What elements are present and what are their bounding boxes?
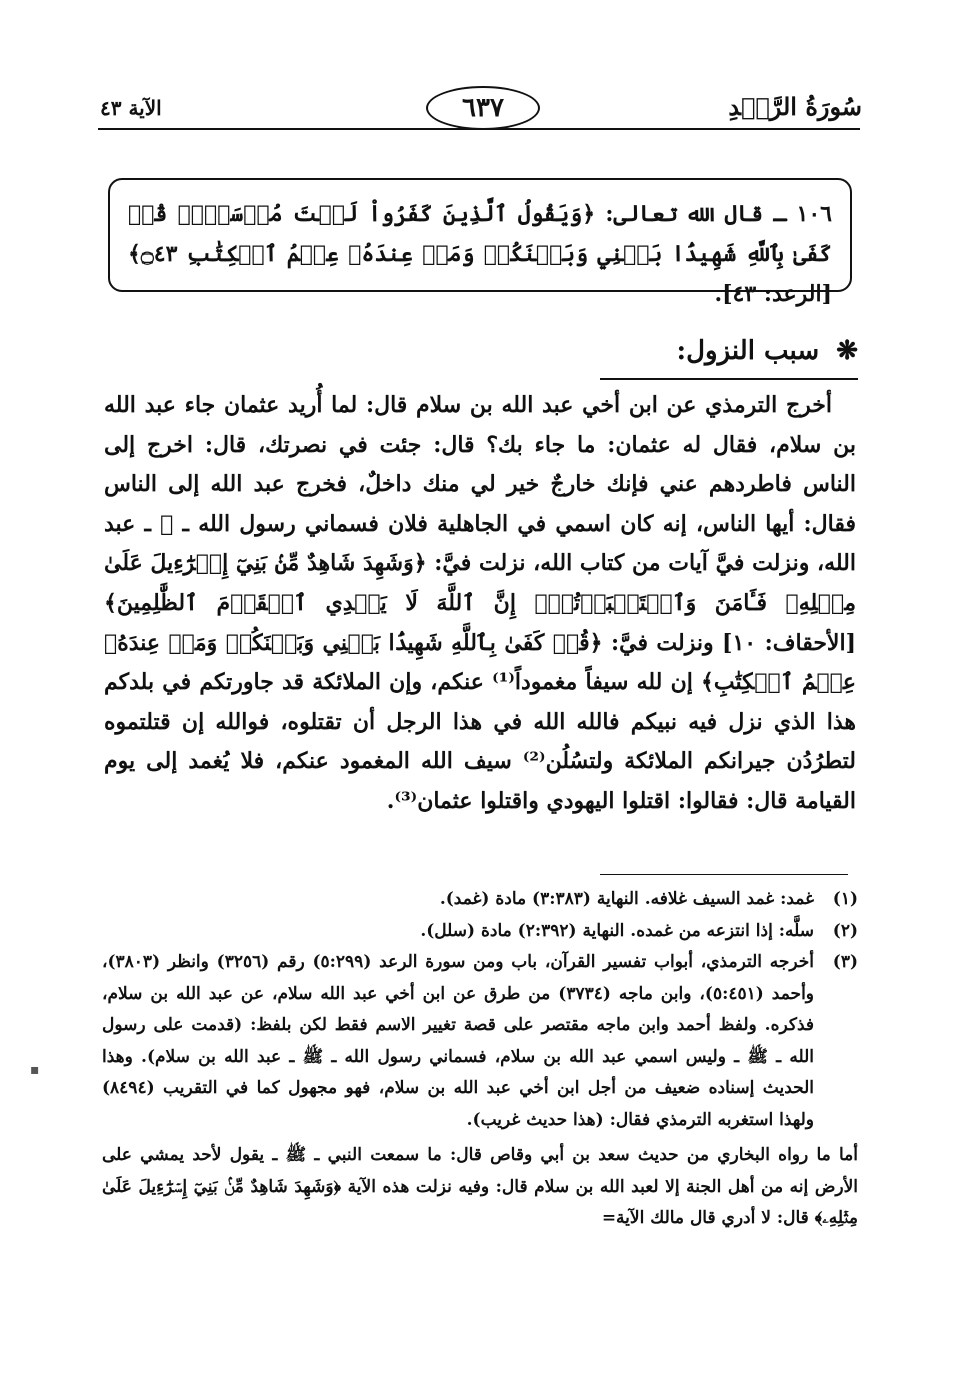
verse-text: ﴿وَيَقُولُ ٱلَّذِينَ كَفَرُواْ لَسۡتَ مُرۡسَلٗاۚ قُلۡ كَفَىٰ بِٱللَّهِ شَهِيدَۢا بَيۡنِي وَبَيۡنَكُمۡ وَمَنۡ عِندَهُۥ عِلۡمُ ٱلۡكِتَٰبِ ۝٤٣﴾ [128, 201, 832, 267]
footnote-text: غمد: غمد السيف غلافه. النهاية (٣:٣٨٣) مادة (غمد). [439, 889, 814, 909]
star-icon: ❋ [836, 336, 858, 366]
verse-box [108, 178, 852, 307]
section-underline [600, 378, 858, 380]
footnote-item [102, 916, 858, 948]
footnotes [102, 884, 858, 1235]
footnote-rule [600, 874, 848, 875]
footnote-item [102, 884, 858, 916]
entry-number: ١٠٦ [796, 201, 832, 227]
footnote-marker: (٣) [832, 952, 858, 972]
header-rule [98, 128, 860, 130]
main-body [104, 386, 856, 822]
verse-reference: الآية ٤٣ [100, 96, 162, 120]
verse-citation: [الرعد: ٤٣]. [714, 281, 832, 307]
footnote-item [102, 947, 858, 1136]
footnote-marker: (١) [832, 889, 858, 909]
section-title: سبب النزول: [676, 336, 820, 366]
footnote-continuation: أما ما رواه البخاري من حديث سعد بن أبي وقاص قال: ما سمعت النبي ـ ﷺ ـ يقول لأحد يمشي على الأرض إنه من أهل الجنة إلا لعبد الله بن سلام قال: وفيه نزلت هذه الآية ﴿وَشَهِدَ شَاهِدٌ مِّنۢ بَنِيٓ إِسۡرَٰٓءِيلَ عَلَىٰ مِثۡلِهِۦ﴾ قال: لا أدري قال مالك الآية= [102, 1145, 858, 1228]
verse-intro: ـ قال الله تعالى: [605, 201, 787, 227]
footnote-text: سلَّه: إذا انتزعه من غمده. النهاية (٢:٣٩٢) مادة (سلل). [420, 920, 814, 941]
section-heading [677, 336, 858, 366]
footnote-text: أخرجه الترمذي، أبواب تفسير القرآن، باب ومن سورة الرعد (٥:٢٩٩) رقم (٣٢٥٦) وانظر (٣٨٠٣)، وأحمد (٥:٤٥١)، وابن ماجه (٣٧٣٤) من طرق عن ابن أخي عبد الله سلام، عن عبد الله بن سلام، فذكره. ولفظ أحمد وابن ماجه مقتصر على قصة تغيير الاسم فقط لكن بلفظ: (قدمت على رسول الله ـ ﷺ ـ وليس اسمي عبد الله بن سلام، فسماني رسول الله ـ ﷺ ـ عبد الله بن سلام). وهذا الحديث إسناده ضعيف من أجل ابن أخي عبد الله بن سلام، فهو مجهول كما في التقريب (٨٤٩٤) ولهذا استغربه الترمذي فقال: (هذا حديث غريب). [102, 952, 815, 1130]
page-number: ٦٣٧ [426, 86, 540, 130]
surah-title: سُورَةُ الرَّعۡدِ [728, 92, 862, 121]
footnote-marker: (٢) [832, 920, 858, 941]
margin-mark: ▪ [30, 1062, 40, 1078]
body-paragraph: أخرج الترمذي عن ابن أخي عبد الله بن سلام قال: لما أُريد عثمان جاء عبد الله بن سلام، فقال له عثمان: ما جاء بك؟ قال: جئت في نصرتك، قال: اخرج إلى الناس فاطردهم عني فإنك خارجٌ خير لي منك داخلٌ، فخرج عبد الله إلى الناس فقال: أيها الناس، إنه كان اسمي في الجاهلية فلان فسماني رسول الله ـ ﷺ ـ عبد الله، ونزلت فيَّ آيات من كتاب الله، نزلت فيَّ: ﴿وَشَهِدَ شَاهِدٌ مِّنۢ بَنِيٓ إِسۡرَٰٓءِيلَ عَلَىٰ مِثۡلِهِۦ فَـَٔامَنَ وَٱسۡتَكۡبَرۡتُمۡۖ إِنَّ ٱللَّهَ لَا يَهۡدِي ٱلۡقَوۡمَ ٱلظَّٰلِمِينَ﴾ [الأحقاف: ١٠] ونزلت فيَّ: ﴿قُلۡ كَفَىٰ بِٱللَّهِ شَهِيدَۢا بَيۡنِي وَبَيۡنَكُمۡ وَمَنۡ عِندَهُۥ عِلۡمُ ٱلۡكِتَٰبِ﴾ إن لله سيفاً مغموداً⁽¹⁾ عنكم، وإن الملائكة قد جاورتكم في بلدكم هذا الذي نزل فيه نبيكم فالله الله في هذا الرجل أن تقتلوه، فوالله إن قتلتموه لتطرُدُن جيرانكم الملائكة ولتسُلُن⁽²⁾ سيف الله المغمود عنكم، فلا يُغمد إلى يوم القيامة قال: فقالوا: اقتلوا اليهودي واقتلوا عثمان⁽³⁾. [104, 392, 857, 814]
